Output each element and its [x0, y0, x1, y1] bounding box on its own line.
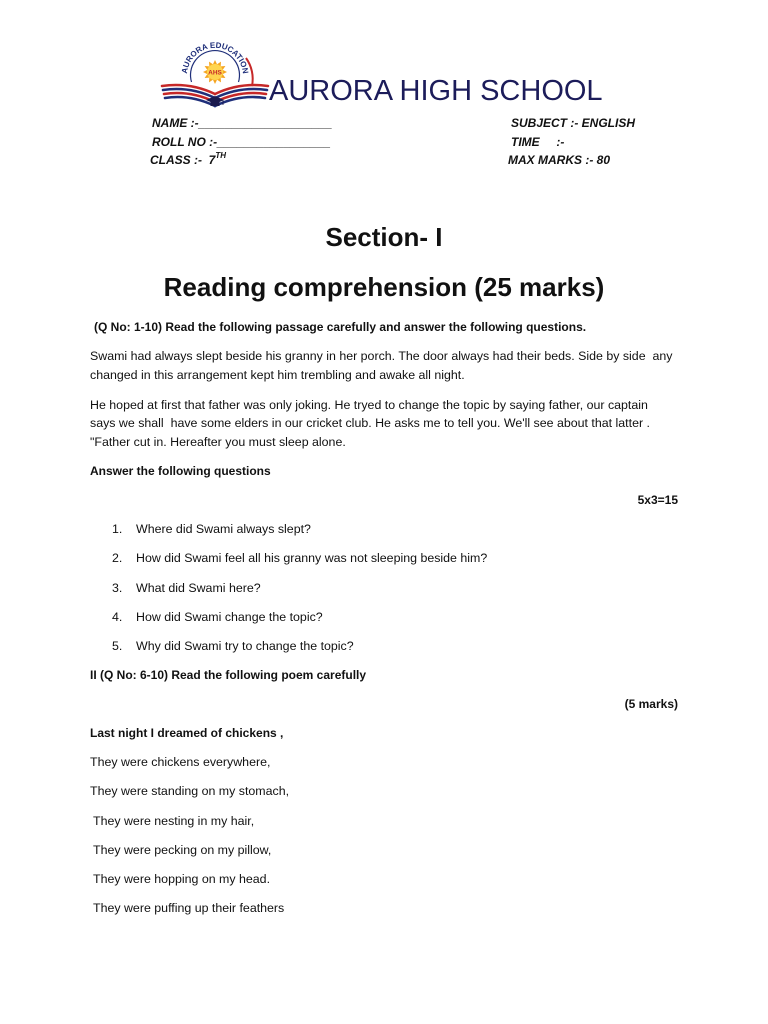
- school-logo: [160, 38, 270, 110]
- poem-line: They were standing on my stomach,: [90, 784, 290, 798]
- passage-line: "Father cut in. Hereafter you must sleep alone.: [90, 435, 346, 449]
- subject-field: SUBJECT :- ENGLISH: [511, 116, 636, 130]
- question-number: 3.: [112, 581, 123, 595]
- question-text: Where did Swami always slept?: [136, 522, 311, 536]
- poem-line: They were chickens everywhere,: [90, 755, 271, 769]
- class-label: CLASS :- 7: [150, 153, 216, 167]
- poem-line: They were pecking on my pillow,: [93, 843, 272, 857]
- question-number: 1.: [112, 522, 123, 536]
- passage-line: Swami had always slept beside his granny in her porch. The door always had their beds. Side by side any: [90, 349, 673, 363]
- question-number: 5.: [112, 639, 123, 653]
- passage-line: changed in this arrangement kept him trembling and awake all night.: [90, 368, 465, 382]
- question-number: 4.: [112, 610, 123, 624]
- poem-line: They were hopping on my head.: [93, 872, 271, 886]
- roll-no-field: ROLL NO :-_________________: [152, 135, 331, 149]
- section-subtitle: Reading comprehension (25 marks): [163, 272, 605, 302]
- question-text: What did Swami here?: [136, 581, 261, 595]
- passage-line: says we shall have some elders in our cricket club. He asks me to tell you. We'll see about that latter .: [90, 416, 650, 430]
- school-name: AURORA HIGH SCHOOL: [269, 75, 603, 107]
- time-field: TIME :-: [511, 135, 565, 149]
- name-field: NAME :-____________________: [152, 116, 333, 130]
- logo-arc-text: AURORA EDUCATION: [180, 40, 250, 75]
- section-title: Section- I: [325, 222, 443, 252]
- poem-line: They were nesting in my hair,: [93, 814, 255, 828]
- logo-initials: AHS: [208, 69, 222, 77]
- poem-line: They were puffing up their feathers: [93, 901, 285, 915]
- question-text: How did Swami feel all his granny was not sleeping beside him?: [136, 551, 488, 565]
- questions-heading: Answer the following questions: [90, 464, 271, 478]
- question-text: How did Swami change the topic?: [136, 610, 323, 624]
- class-field: [150, 153, 226, 167]
- poem-title: Last night I dreamed of chickens ,: [90, 726, 284, 740]
- part2-marks: (5 marks): [624, 697, 678, 711]
- part2-instruction: II (Q No: 6-10) Read the following poem carefully: [90, 668, 367, 682]
- part1-marks: 5x3=15: [637, 493, 678, 507]
- max-marks-field: MAX MARKS :- 80: [508, 153, 611, 167]
- class-superscript: TH: [215, 151, 227, 160]
- passage-line: He hoped at first that father was only joking. He tryed to change the topic by saying father, our captain: [90, 398, 648, 412]
- question-number: 2.: [112, 551, 123, 565]
- question-text: Why did Swami try to change the topic?: [136, 639, 354, 653]
- part1-instruction: (Q No: 1-10) Read the following passage carefully and answer the following questions.: [94, 320, 587, 334]
